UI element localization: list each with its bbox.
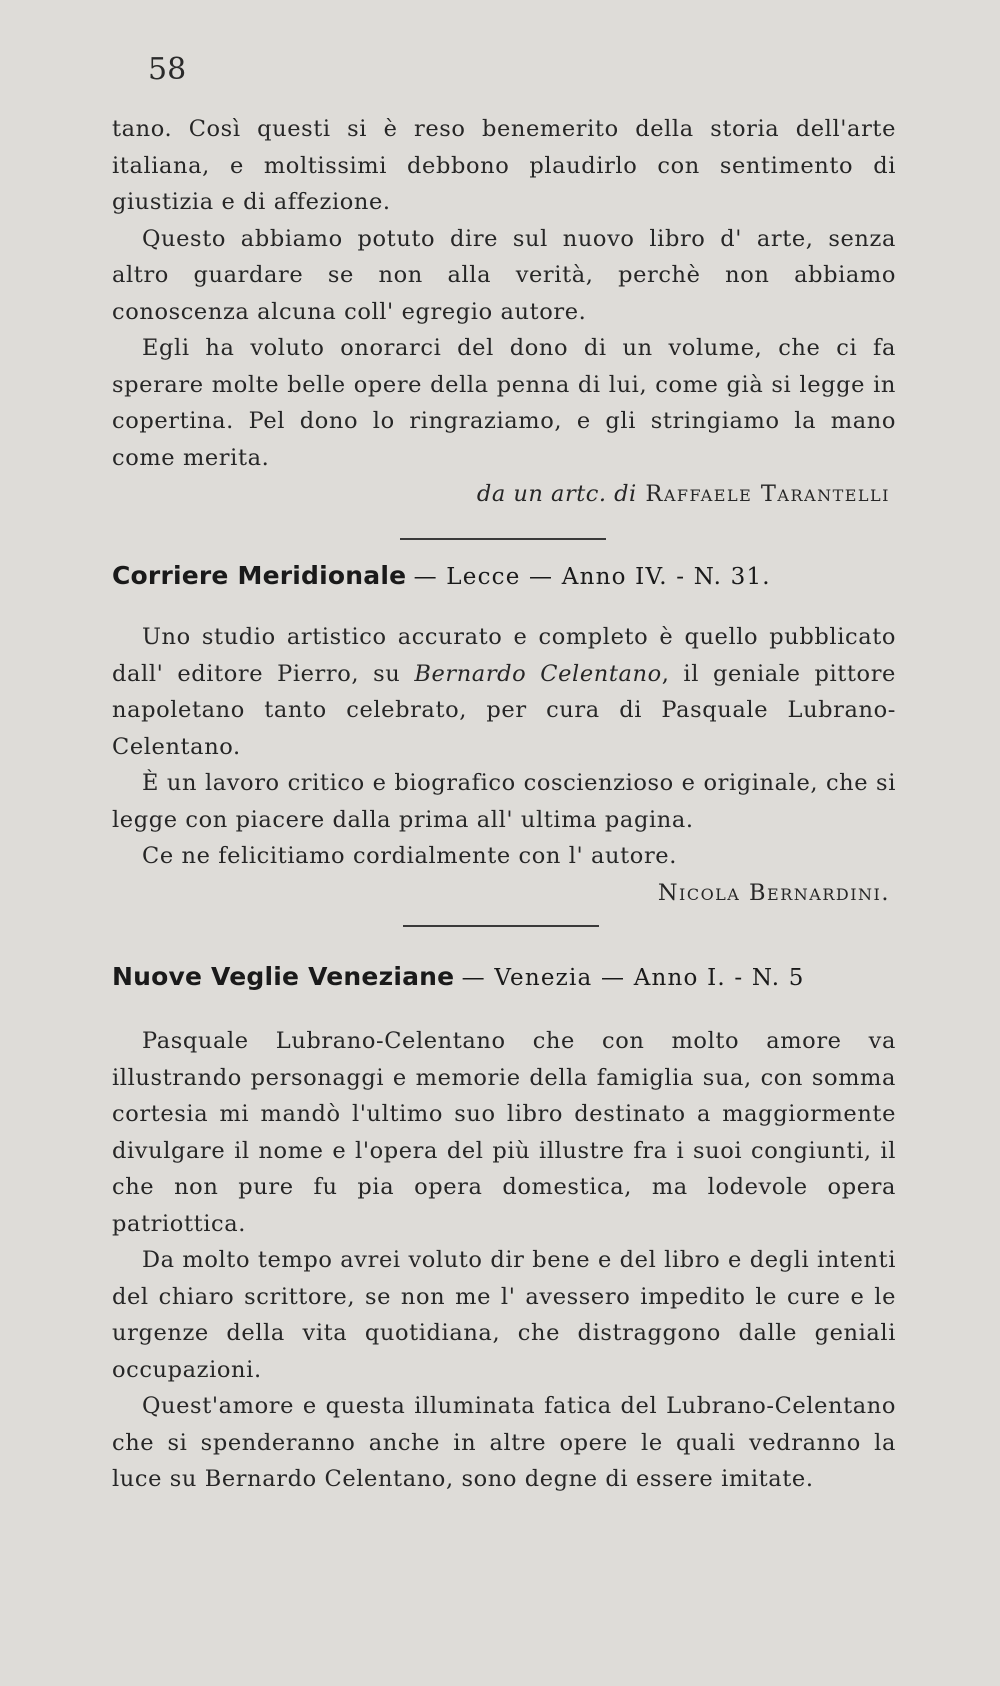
page-number: 58 (148, 52, 187, 87)
section-divider (403, 925, 599, 927)
newspaper-title: Corriere Meridionale (112, 561, 407, 590)
section-2-paragraph-1: Uno studio artistico accurato e completo è quello pubblicato dall' editore Pierro, su Bernardo Celentano, il geniale pittore napoletano tanto celebrato, per cura di Pasquale Lubrano-Celentano. (112, 624, 896, 760)
book-title: Bernardo Celentano (414, 660, 662, 687)
section-2-paragraph-2: È un lavoro critico e biografico coscienzioso e originale, che si legge con piacere dalla prima all' ultima pagina. (112, 770, 896, 833)
section-1-body (112, 111, 896, 513)
section-1-paragraph-2: Questo abbiamo potuto dire sul nuovo libro d' arte, senza altro guardare se non alla verità, perchè non abbiamo conoscenza alcuna coll' egregio autore. (112, 225, 896, 325)
signature-prefix: da un artc. di (476, 481, 637, 507)
section-2-signature: Nicola Bernardini. (657, 879, 890, 906)
section-1-signature (112, 476, 896, 513)
section-3-paragraph-2: Da molto tempo avrei voluto dir bene e del libro e degli intenti del chiaro scrittore, se non me l' avessero impedito le cure e le urgenze della vita quotidiana, che distraggono dalle geniali occupazioni. (112, 1247, 896, 1383)
section-3-paragraph-1: Pasquale Lubrano-Celentano che con molto amore va illustrando personaggi e memorie della famiglia sua, con somma cortesia mi mandò l'ultimo suo libro destinato a maggiormente divulgare il nome e l'opera del più illustre fra i suoi congiunti, il che non pure fu pia opera domestica, ma lodevole opera patriottica. (112, 1028, 896, 1237)
newspaper-title: Nuove Veglie Veneziane (112, 962, 455, 991)
section-divider (400, 538, 606, 540)
section-2-paragraph-3: Ce ne felicitiamo cordialmente con l' autore. (142, 843, 677, 869)
signature-name: Raffaele Tarantelli (645, 481, 890, 507)
section-1-paragraph-3: Egli ha voluto onorarci del dono di un volume, che ci fa sperare molte belle opere della penna di lui, come già si legge in copertina. Pel dono lo ringraziamo, e gli stringiamo la mano come merita. (112, 335, 896, 471)
section-1-paragraph-1: tano. Così questi si è reso benemerito della storia dell'arte italiana, e moltissimi debbono plaudirlo con sentimento di giustizia e di affezione. (112, 116, 896, 215)
newspaper-meta: — Venezia — Anno I. - N. 5 (461, 965, 805, 991)
section-2-heading (112, 561, 912, 590)
newspaper-meta: — Lecce — Anno IV. - N. 31. (413, 564, 771, 590)
section-3-heading (112, 962, 912, 991)
section-3-paragraph-3: Quest'amore e questa illuminata fatica del Lubrano-Celentano che si spenderanno anche in altre opere le quali vedranno la luce su Bernardo Celentano, sono degne di essere imitate. (112, 1393, 896, 1492)
section-3-body (112, 1023, 896, 1498)
section-2-body (112, 619, 896, 911)
